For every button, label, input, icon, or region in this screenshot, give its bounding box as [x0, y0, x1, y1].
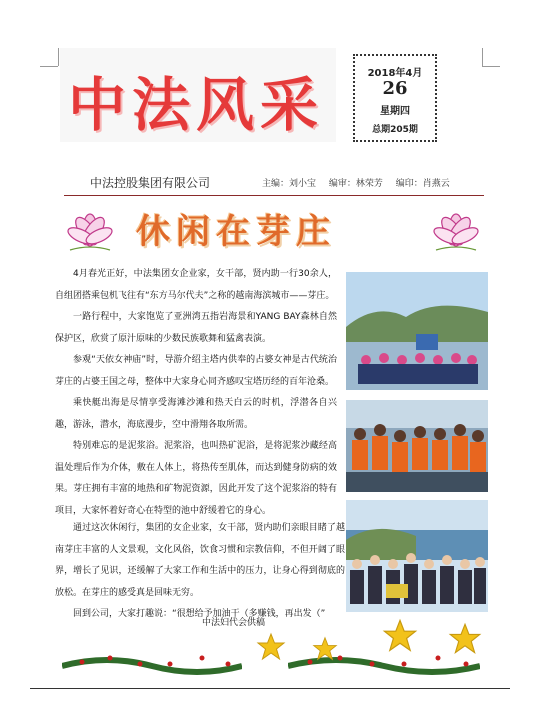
holly-garland-left-icon: [62, 640, 242, 680]
photo-group-harbor: [346, 500, 488, 612]
article-body-lower: [55, 518, 345, 626]
masthead-banner: [60, 48, 336, 142]
date-weekday: 星期四: [380, 106, 410, 117]
reviewer: 编审：林荣芳: [328, 179, 383, 189]
crop-mark-top-right-v: [482, 48, 483, 66]
article-signature: 中法妇代会供稿: [202, 618, 266, 628]
date-month: 2018年4月: [367, 68, 423, 79]
article-paragraph-4: 乘快艇出海是尽情享受海滩沙滩和热天白云的时机，浮潜各自兴趣，游泳，潜水，海底漫步，空中滑翔各取所需。: [55, 398, 337, 430]
chief-editor: 主编：刘小宝: [262, 179, 317, 189]
photo-group-boat: [346, 400, 488, 492]
crop-mark-top-right-h: [482, 66, 500, 67]
crop-mark-top-left-h: [40, 66, 58, 67]
article-paragraph-6: 通过这次休闲行，集团的女企业家，女干部，贤内助们亲眼目睹了越南芽庄丰富的人文景观，文化风俗，饮食习惯和宗教信仰，不但开阔了眼界，增长了见识，还缓解了大家工作和生活中的压力，让身心得到彻底的放松。在芽庄的感受真是回味无穷。: [55, 523, 345, 598]
footer-rule: [30, 688, 510, 689]
header-rule: [64, 195, 484, 196]
company-name: 中法控股集团有限公司: [90, 176, 211, 190]
article-paragraph-2: 一路行程中，大家饱览了亚洲湾五指岩海景和YANG BAY森林自然保护区，欣赏了原汁原味的少数民族歌舞和猛禽表演。: [55, 312, 337, 344]
gold-star-icon: [448, 622, 482, 656]
masthead-title: 中法风采: [68, 71, 325, 139]
article-paragraph-5: 特别难忘的是泥浆浴。泥浆浴，也叫热矿泥浴，是将泥浆沙藏经高温处理后作为介体，敷在人体上，将热传至肌体，而达到健身防病的效果。芽庄拥有丰富的地热和矿物泥资源，因此开发了这个泥浆浴的特有项目，大家怀着好奇心在特型的池中舒缓着它的身心。: [55, 441, 337, 516]
issue-date-box: [353, 54, 437, 142]
article-paragraph-7: 回到公司，大家打趣说：“很想给予加油干（多赚钱，再出发（”: [73, 609, 326, 619]
article-paragraph-1: 4月春光正好，中法集团女企业家，女干部，贤内助一行30余人，自组团搭乘包机飞往有“东方马尔代夫”之称的越南海滨城市——芽庄。: [55, 269, 337, 301]
gold-star-icon: [256, 632, 286, 662]
article-body: [55, 264, 337, 522]
article-paragraph-3: 参观“天依女神庙”时，导游介绍主塔内供奉的占婆女神是古代统治芽庄的占婆王国之母，整体中大家身心同齐感叹宝塔历经的百年沧桑。: [55, 355, 337, 387]
issue-number: 总期205期: [372, 125, 418, 135]
gold-star-icon: [312, 636, 338, 662]
editorial-credits: [262, 176, 460, 189]
article-headline: 休闲在芽庄: [136, 212, 336, 252]
editor: 编印：肖燕云: [395, 179, 450, 189]
lotus-flower-right-icon: [426, 200, 486, 256]
date-day: 26: [382, 78, 408, 99]
gold-star-icon: [382, 618, 418, 654]
photo-group-beach: [346, 272, 488, 390]
lotus-flower-left-icon: [60, 200, 120, 256]
crop-mark-top-left-v: [58, 48, 59, 66]
